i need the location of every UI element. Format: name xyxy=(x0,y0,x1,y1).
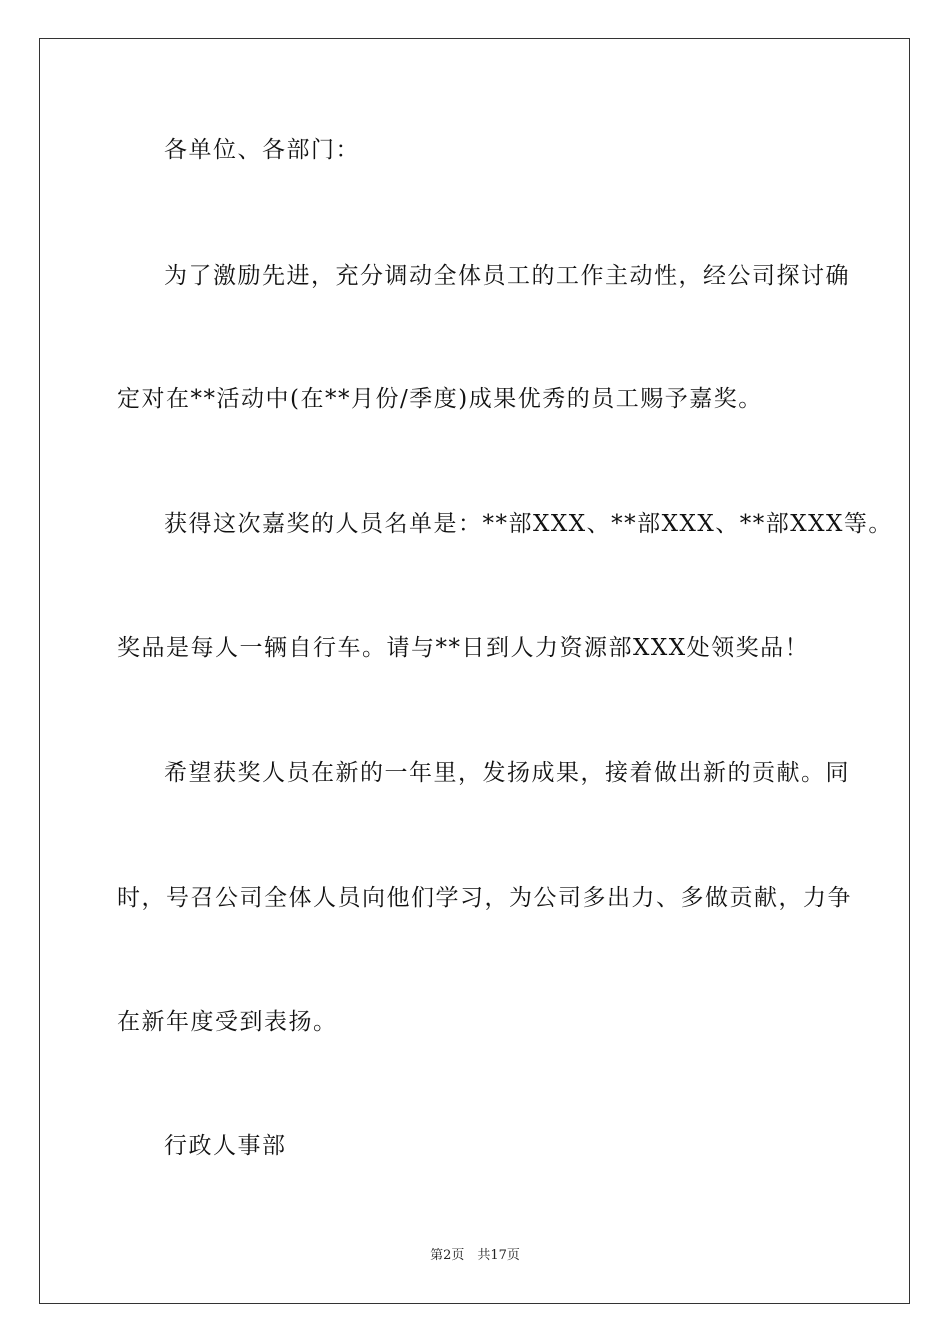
salutation: 各单位、各部门： xyxy=(164,137,360,163)
page-number: 第2页 共17页 xyxy=(430,1248,520,1263)
paragraph-1-line-2: 定对在**活动中(在**月份/季度)成果优秀的员工赐予嘉奖。 xyxy=(117,386,763,412)
paragraph-2-line-2: 奖品是每人一辆自行车。请与**日到人力资源部XXX处领奖品！ xyxy=(117,635,810,661)
paragraph-3-line-1: 希望获奖人员在新的一年里，发扬成果，接着做出新的贡献。同 xyxy=(164,760,850,786)
paragraph-3-line-2: 时，号召公司全体人员向他们学习，为公司多出力、多做贡献，力争 xyxy=(117,885,852,911)
paragraph-3-line-3: 在新年度受到表扬。 xyxy=(117,1009,338,1035)
paragraph-1-line-1: 为了激励先进，充分调动全体员工的工作主动性，经公司探讨确 xyxy=(164,263,850,289)
paragraph-2-line-1: 获得这次嘉奖的人员名单是：**部XXX、**部XXX、**部XXX等。 xyxy=(164,511,893,537)
page-frame xyxy=(39,38,910,1304)
signature: 行政人事部 xyxy=(164,1133,287,1159)
